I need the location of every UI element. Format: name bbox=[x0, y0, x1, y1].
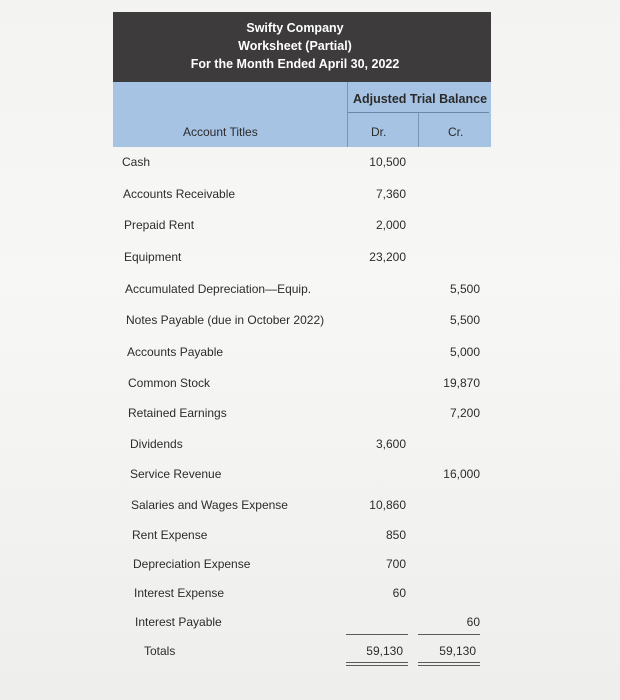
debit-amount: 2,000 bbox=[375, 218, 406, 232]
debit-amount: 700 bbox=[385, 557, 406, 571]
worksheet-title-block bbox=[113, 19, 491, 73]
account-title: Notes Payable (due in October 2022) bbox=[126, 313, 325, 327]
debit-amount: 850 bbox=[385, 528, 406, 542]
totals-dr: 59,130 bbox=[366, 644, 403, 658]
account-title: Accounts Payable bbox=[127, 345, 224, 359]
company-name: Swifty Company bbox=[246, 21, 344, 35]
debit-amount: 7,360 bbox=[375, 187, 406, 201]
worksheet-name: Worksheet (Partial) bbox=[238, 39, 352, 53]
table-row bbox=[0, 467, 620, 485]
table-row bbox=[0, 557, 620, 575]
table-row bbox=[0, 313, 620, 331]
table-row bbox=[0, 250, 620, 268]
account-title: Accounts Receivable bbox=[123, 187, 236, 201]
debit-amount: 60 bbox=[392, 586, 406, 600]
table-row bbox=[0, 586, 620, 604]
account-title: Accumulated Depreciation—Equip. bbox=[125, 282, 312, 296]
account-title: Cash bbox=[122, 155, 151, 169]
account-title: Retained Earnings bbox=[128, 406, 227, 420]
credit-amount: 5,500 bbox=[449, 282, 480, 296]
account-title: Interest Expense bbox=[134, 586, 225, 600]
table-row bbox=[0, 615, 620, 633]
table-row bbox=[0, 282, 620, 300]
heading-rule bbox=[347, 112, 489, 113]
account-title: Interest Payable bbox=[135, 615, 222, 629]
credit-amount: 19,870 bbox=[443, 376, 480, 390]
account-title: Common Stock bbox=[128, 376, 211, 390]
table-row bbox=[0, 437, 620, 455]
account-title: Dividends bbox=[130, 437, 183, 451]
debit-amount: 10,500 bbox=[369, 155, 406, 169]
adjusted-trial-balance-heading: Adjusted Trial Balance bbox=[352, 92, 488, 106]
credit-amount: 5,500 bbox=[449, 313, 480, 327]
column-divider bbox=[347, 82, 348, 147]
account-title: Depreciation Expense bbox=[133, 557, 251, 571]
total-rule-cr bbox=[418, 634, 480, 635]
total-rule-dr bbox=[346, 634, 408, 635]
credit-amount: 16,000 bbox=[443, 467, 480, 481]
account-titles-heading: Account Titles bbox=[183, 125, 258, 139]
table-row bbox=[0, 345, 620, 363]
account-title: Prepaid Rent bbox=[124, 218, 195, 232]
debit-amount: 10,860 bbox=[369, 498, 406, 512]
table-row bbox=[0, 218, 620, 236]
double-rule-dr-2 bbox=[346, 665, 408, 666]
account-title: Equipment bbox=[124, 250, 182, 264]
table-row bbox=[0, 155, 620, 173]
table-row bbox=[0, 406, 620, 424]
debit-amount: 23,200 bbox=[369, 250, 406, 264]
credit-heading: Cr. bbox=[448, 125, 464, 139]
period-label: For the Month Ended April 30, 2022 bbox=[190, 57, 400, 71]
table-row bbox=[0, 376, 620, 394]
double-rule-cr-1 bbox=[418, 662, 480, 663]
credit-amount: 7,200 bbox=[449, 406, 480, 420]
debit-amount: 3,600 bbox=[375, 437, 406, 451]
double-rule-dr-1 bbox=[346, 662, 408, 663]
table-row bbox=[0, 187, 620, 205]
totals-cr: 59,130 bbox=[439, 644, 476, 658]
debit-heading: Dr. bbox=[371, 125, 387, 139]
account-title: Salaries and Wages Expense bbox=[131, 498, 288, 512]
account-title: Rent Expense bbox=[132, 528, 208, 542]
table-row bbox=[0, 498, 620, 516]
credit-amount: 60 bbox=[466, 615, 480, 629]
credit-amount: 5,000 bbox=[449, 345, 480, 359]
double-rule-cr-2 bbox=[418, 665, 480, 666]
table-row bbox=[0, 528, 620, 546]
account-title: Service Revenue bbox=[130, 467, 222, 481]
totals-label: Totals bbox=[144, 644, 176, 658]
column-divider bbox=[418, 112, 419, 147]
